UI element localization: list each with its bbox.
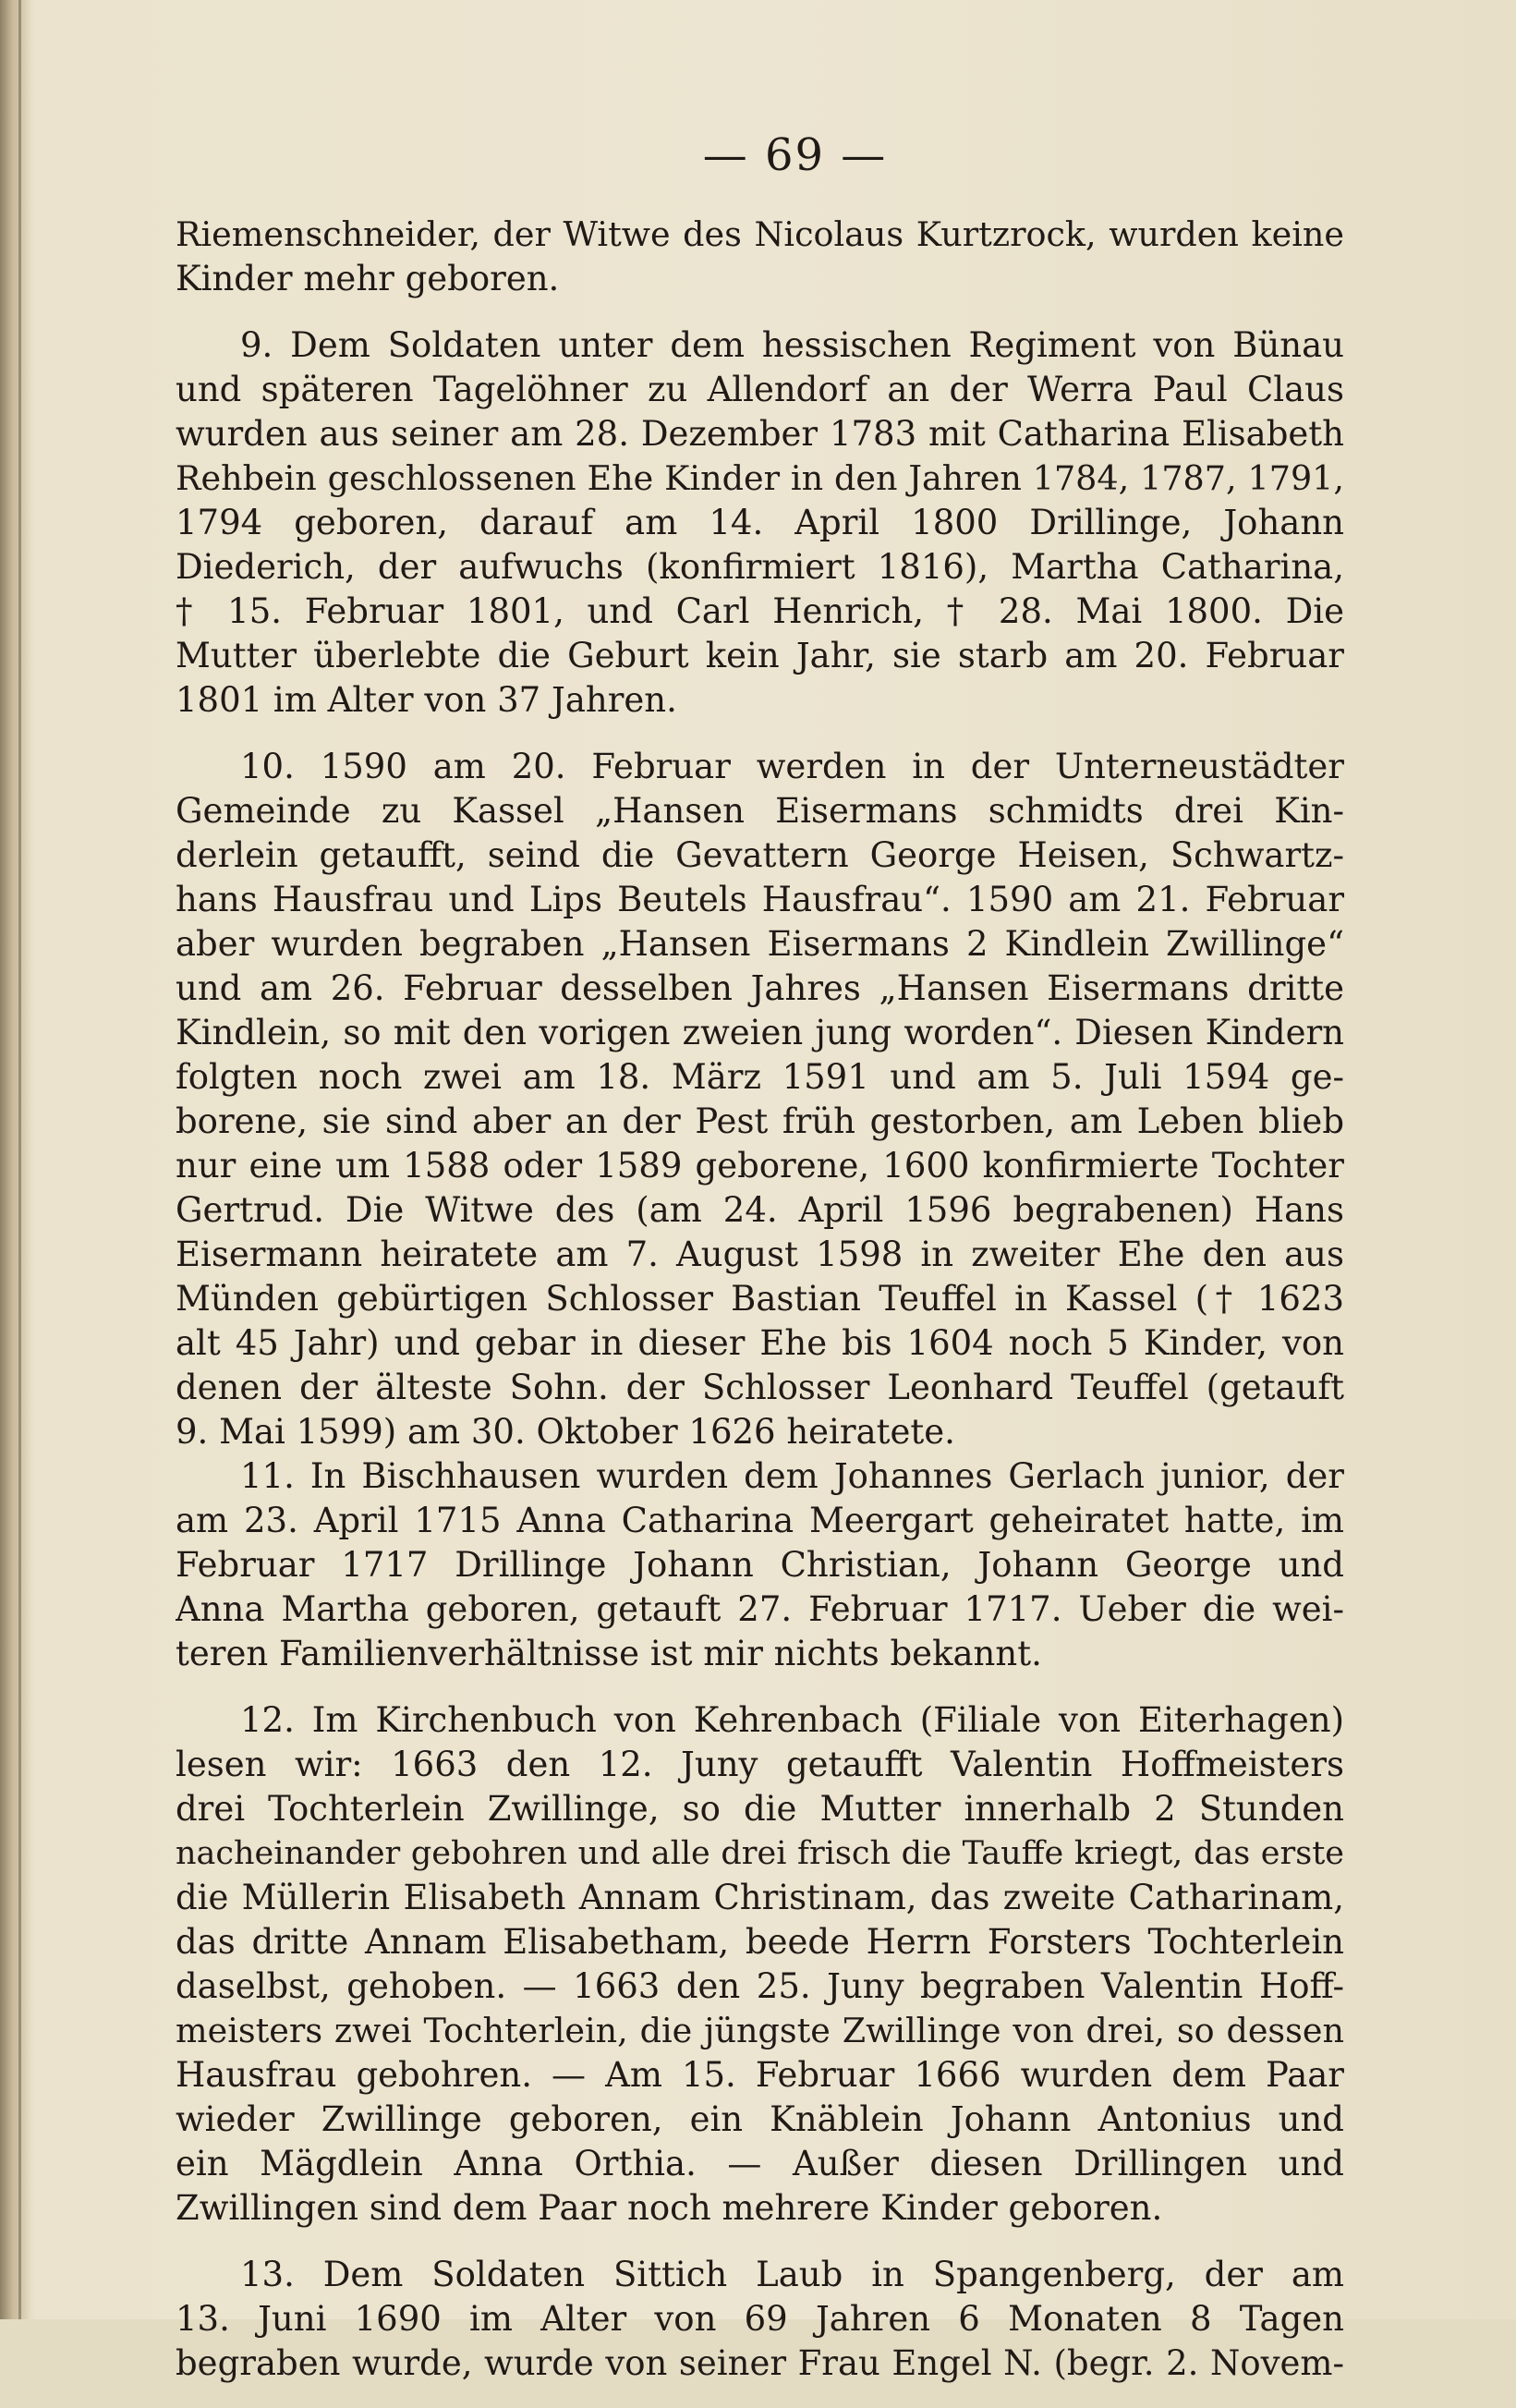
text-line: Mutter überlebte die Geburt kein Jahr, sie starb am 20. Februar <box>176 636 1344 675</box>
text-line: lesen wir: 1663 den 12. Juny getaufft Valentin Hoffmeisters <box>176 1745 1344 1784</box>
text-line: 1794 geboren, darauf am 14. April 1800 Drillinge, Johann <box>176 503 1344 542</box>
paragraph <box>176 213 1344 301</box>
text-line: Hausfrau gebohren. — Am 15. Februar 1666 wurden dem Paar <box>176 2055 1344 2095</box>
text-line: Münden gebürtigen Schlosser Bastian Teuffel in Kassel († 1623 <box>176 1279 1344 1319</box>
text-line: die Müllerin Elisabeth Annam Christinam, das zweite Catharinam, <box>176 1878 1344 1917</box>
paragraph <box>176 1698 1344 2231</box>
text-line: 1801 im Alter von 37 Jahren. <box>176 680 677 720</box>
text-line: begraben wurde, wurde von seiner Frau Engel N. (begr. 2. Novem- <box>176 2343 1344 2383</box>
text-line: Gertrud. Die Witwe des (am 24. April 1596 begrabenen) Hans <box>176 1190 1344 1230</box>
text-line: Rehbein geschlossenen Ehe Kinder in den Jahren 1784, 1787, 1791, <box>176 458 1344 498</box>
text-line: Kinder mehr geboren. <box>176 259 560 298</box>
text-line: und am 26. Februar desselben Jahres „Hansen Eisermans dritte <box>176 968 1344 1008</box>
text-line: das dritte Annam Elisabetham, beede Herrn Forsters Tochterlein <box>176 1922 1344 1962</box>
text-line: Februar 1717 Drillinge Johann Christian, Johann George und <box>176 1545 1344 1585</box>
text-line: 13. Juni 1690 im Alter von 69 Jahren 6 Monaten 8 Tagen <box>176 2299 1344 2339</box>
text-line: 9. Dem Soldaten unter dem hessischen Regiment von Bünau <box>240 325 1344 365</box>
text-line: aber wurden begraben „Hansen Eisermans 2 Kindlein Zwillinge“ <box>176 924 1344 964</box>
text-line: folgten noch zwei am 18. März 1591 und am 5. Juli 1594 ge- <box>176 1057 1344 1097</box>
paragraph <box>176 1454 1344 1676</box>
text-line: borene, sie sind aber an der Pest früh gestorben, am Leben blieb <box>176 1101 1344 1141</box>
page-number: — 69 — <box>702 129 888 181</box>
text-line: Riemenschneider, der Witwe des Nicolaus Kurtzrock, wurden keine <box>176 214 1344 254</box>
text-line: und späteren Tagelöhner zu Allendorf an der Werra Paul Claus <box>176 370 1344 409</box>
text-line: am 23. April 1715 Anna Catharina Meergart geheiratet hatte, im <box>176 1501 1344 1540</box>
text-line: nacheinander gebohren und alle drei frisch die Tauffe kriegt, das erste <box>176 1835 1344 1872</box>
text-line: Eisermann heiratete am 7. August 1598 in zweiter Ehe den aus <box>176 1234 1344 1274</box>
text-line: nur eine um 1588 oder 1589 geborene, 1600 konfirmierte Tochter <box>176 1146 1344 1186</box>
text-line: 10. 1590 am 20. Februar werden in der Unterneustädter <box>240 747 1344 786</box>
paragraph <box>176 323 1344 723</box>
text-line: Zwillingen sind dem Paar noch mehrere Kinder geboren. <box>176 2188 1163 2228</box>
text-line: ein Mägdlein Anna Orthia. — Außer diesen Drillingen und <box>176 2144 1344 2183</box>
page-gutter-shadow <box>0 0 31 2319</box>
text-line: Anna Martha geboren, getauft 27. Februar 1717. Ueber die wei- <box>176 1589 1344 1629</box>
text-line: meisters zwei Tochterlein, die jüngste Zwillinge von drei, so dessen <box>176 2011 1344 2050</box>
binding-edge <box>18 0 21 2319</box>
text-line: † 15. Februar 1801, und Carl Henrich, † 28. Mai 1800. Die <box>176 591 1344 631</box>
text-line: teren Familienverhältnisse ist mir nichts bekannt. <box>176 1634 1042 1673</box>
text-line: Kindlein, so mit den vorigen zweien jung worden“. Diesen Kindern <box>176 1013 1344 1052</box>
text-line: wieder Zwillinge geboren, ein Knäblein Johann Antonius und <box>176 2099 1344 2139</box>
text-line: Diederich, der aufwuchs (konfirmiert 1816), Martha Catharina, <box>176 547 1344 587</box>
text-line: drei Tochterlein Zwillinge, so die Mutter innerhalb 2 Stunden <box>176 1789 1344 1829</box>
text-line: 9. Mai 1599) am 30. Oktober 1626 heiratete. <box>176 1412 955 1452</box>
text-line: Gemeinde zu Kassel „Hansen Eisermans schmidts drei Kin- <box>176 791 1344 831</box>
text-line: alt 45 Jahr) und gebar in dieser Ehe bis 1604 noch 5 Kinder, von <box>176 1323 1344 1363</box>
paragraph <box>176 745 1344 1454</box>
text-line: derlein getaufft, seind die Gevattern George Heisen, Schwartz- <box>176 835 1344 875</box>
paragraph <box>176 2253 1344 2386</box>
text-line: daselbst, gehoben. — 1663 den 25. Juny begraben Valentin Hoff- <box>176 1966 1344 2006</box>
text-line: denen der älteste Sohn. der Schlosser Leonhard Teuffel (getauft <box>176 1368 1344 1407</box>
body-text <box>176 213 1344 2408</box>
text-line: wurden aus seiner am 28. Dezember 1783 mit Catharina Elisabeth <box>176 414 1344 454</box>
text-line: 12. Im Kirchenbuch von Kehrenbach (Filiale von Eiterhagen) <box>240 1700 1344 1740</box>
text-line: 13. Dem Soldaten Sittich Laub in Spangenberg, der am <box>240 2255 1344 2294</box>
text-line: hans Hausfrau und Lips Beutels Hausfrau“. 1590 am 21. Februar <box>176 880 1344 919</box>
text-line: 11. In Bischhausen wurden dem Johannes Gerlach junior, der <box>240 1456 1344 1496</box>
